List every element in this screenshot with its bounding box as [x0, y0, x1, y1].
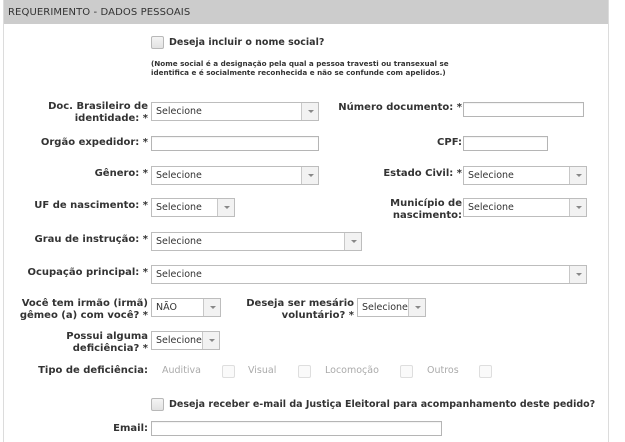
twin-label-line1: Você tem irmão (irmã) [21, 298, 148, 309]
social-name-checkbox[interactable] [151, 36, 164, 49]
issuer-label: Orgão expedidor: * [40, 137, 148, 148]
section-header: REQUERIMENTO - DADOS PESSOAIS [4, 0, 608, 24]
poll-worker-label-line2: voluntário? * [281, 310, 354, 321]
chevron-down-icon [569, 266, 586, 283]
twin-label-line2: gêmeo (a) com você? * [19, 310, 148, 321]
email-input[interactable] [151, 421, 442, 436]
chevron-down-icon [203, 299, 220, 316]
poll-worker-select[interactable] [357, 298, 426, 317]
cpf-label: CPF: [437, 137, 462, 148]
disability-option-outros-checkbox[interactable] [479, 365, 492, 378]
marital-status-label: Estado Civil: * [383, 168, 462, 179]
poll-worker-value: Selecione [362, 302, 408, 313]
disability-option-locomocao-checkbox[interactable] [400, 365, 413, 378]
twin-select[interactable] [151, 298, 221, 317]
disability-option-outros-label: Outros [427, 365, 459, 376]
birth-city-label [324, 198, 462, 222]
doc-number-label: Número documento: * [338, 102, 462, 113]
birth-city-value: Selecione [468, 202, 514, 213]
doc-id-label-line2: identidade: * [74, 113, 148, 124]
gender-value: Selecione [156, 170, 202, 181]
disability-option-visual-checkbox[interactable] [298, 365, 311, 378]
education-label: Grau de instrução: * [34, 234, 148, 245]
disability-select[interactable] [151, 331, 220, 350]
doc-id-value: Selecione [156, 106, 202, 117]
disability-option-locomocao-label: Locomoção [325, 365, 379, 376]
form-panel [3, 0, 609, 442]
issuer-input[interactable] [151, 136, 319, 151]
birth-uf-select[interactable] [151, 198, 235, 217]
doc-id-label-line1: Doc. Brasileiro de [48, 101, 148, 112]
email-opt-in-checkbox[interactable] [151, 398, 164, 411]
disability-label-line1: Possui alguma [66, 331, 148, 342]
marital-status-select[interactable] [463, 166, 587, 185]
disability-value: Selecione [156, 335, 202, 346]
disability-label [4, 331, 148, 355]
disability-option-auditiva-label: Auditiva [162, 365, 201, 376]
occupation-value: Selecione [156, 269, 202, 280]
chevron-down-icon [344, 233, 361, 250]
education-value: Selecione [156, 236, 202, 247]
disability-type-label: Tipo de deficiência: [38, 365, 148, 376]
social-name-note-1: (Nome social é a designação pela qual a pessoa travesti ou transexual se [151, 59, 449, 68]
chevron-down-icon [569, 167, 586, 184]
email-opt-in-label: Deseja receber e-mail da Justiça Eleitoral para acompanhamento deste pedido? [169, 399, 596, 410]
birth-uf-value: Selecione [156, 202, 202, 213]
occupation-select[interactable] [151, 265, 587, 284]
doc-id-select[interactable] [151, 102, 319, 121]
birth-city-label-line1: Município de [390, 198, 462, 209]
marital-status-value: Selecione [468, 170, 514, 181]
occupation-label: Ocupação principal: * [27, 267, 148, 278]
chevron-down-icon [217, 199, 234, 216]
twin-label [4, 298, 148, 322]
birth-city-select[interactable] [463, 198, 587, 217]
education-select[interactable] [151, 232, 362, 251]
social-name-note-2: identifica e é socialmente reconhecida e não se confunde com apelidos.) [151, 68, 446, 77]
birth-city-label-line2: nascimento: [392, 210, 462, 221]
gender-select[interactable] [151, 166, 319, 185]
cpf-input[interactable] [463, 136, 548, 151]
social-name-label: Deseja incluir o nome social? [169, 37, 325, 48]
doc-id-label [4, 101, 148, 125]
chevron-down-icon [301, 103, 318, 120]
chevron-down-icon [569, 199, 586, 216]
chevron-down-icon [408, 299, 425, 316]
disability-label-line2: deficiência? * [72, 343, 148, 354]
gender-label: Gênero: * [94, 168, 148, 179]
twin-value: NÃO [156, 302, 177, 313]
poll-worker-label-line1: Deseja ser mesário [246, 298, 354, 309]
disability-option-visual-label: Visual [248, 365, 277, 376]
birth-uf-label: UF de nascimento: * [34, 200, 148, 211]
chevron-down-icon [202, 332, 219, 349]
poll-worker-label [224, 298, 354, 322]
email-label: Email: [113, 423, 148, 434]
disability-option-auditiva-checkbox[interactable] [222, 365, 235, 378]
doc-number-input[interactable] [463, 102, 584, 117]
chevron-down-icon [301, 167, 318, 184]
